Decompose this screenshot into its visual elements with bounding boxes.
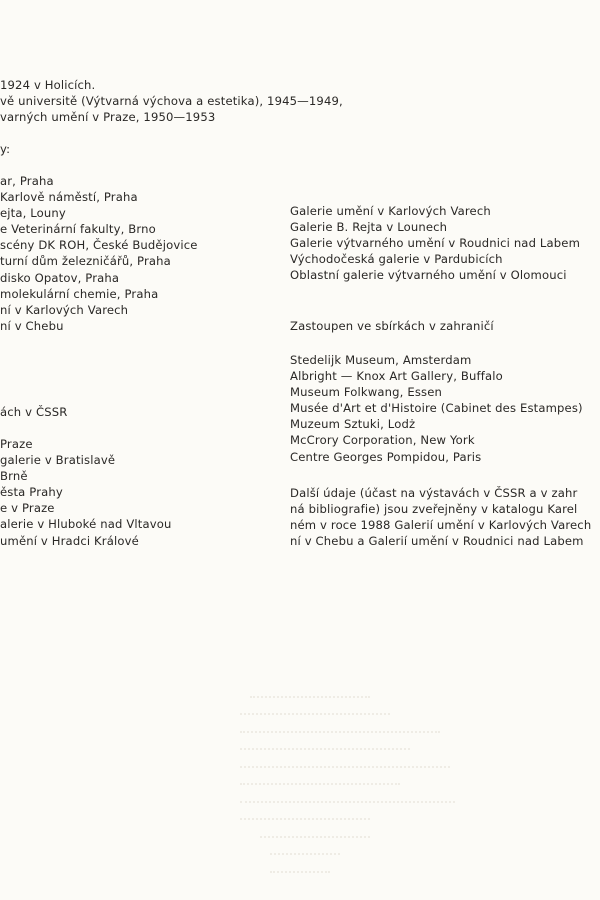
list-item: Praze [0, 437, 33, 451]
list-item: turní dům železničářů, Praha [0, 254, 171, 269]
list-item: Východočeská galerie v Pardubicích [290, 252, 503, 267]
list-item: ní v Karlových Varech [0, 302, 129, 317]
list-item: ní v Chebu [0, 318, 64, 333]
note-paragraph [290, 485, 591, 549]
collections-cssr-list [0, 436, 171, 549]
list-item: Musée d'Art et d'Histoire (Cabinet des Estampes) [290, 401, 583, 416]
list-item: Galerie umění v Karlových Varech [290, 204, 491, 218]
list-item: Museum Folkwang, Essen [290, 385, 442, 400]
bio-line-birth: 1924 v Holicích. [0, 78, 96, 92]
list-item: galerie v Bratislavě [0, 453, 116, 468]
bio-line-university: vě universitě (Výtvarná výchova a estetika), 1945—1949, [0, 94, 343, 108]
bleed-through-texture [240, 680, 480, 873]
list-item: alerie v Hluboké nad Vltavou [0, 517, 172, 532]
list-item: e Veterinární fakulty, Brno [0, 222, 156, 237]
list-item: disko Opatov, Praha [0, 270, 120, 285]
realizations-heading: y: [0, 142, 11, 156]
collections-cssr-continued [290, 203, 580, 283]
list-item: Karlově náměstí, Praha [0, 190, 138, 205]
list-item: molekulární chemie, Praha [0, 286, 159, 301]
list-item: Muzeum Sztuki, Lodż [290, 417, 416, 432]
note-line: ná bibliografie) jsou zveřejněny v katalogu Karel [290, 502, 578, 517]
list-item: ejta, Louny [0, 206, 66, 221]
list-item: Centre Georges Pompidou, Paris [290, 449, 482, 464]
bio-line-academy: varných umění v Praze, 1950—1953 [0, 110, 216, 124]
list-item: ěsta Prahy [0, 485, 63, 500]
list-item: ar, Praha [0, 174, 54, 188]
list-item: Stedelijk Museum, Amsterdam [290, 353, 472, 367]
list-item: scény DK ROH, České Budějovice [0, 238, 198, 253]
collections-abroad-list [290, 352, 583, 465]
list-item: Galerie výtvarného umění v Roudnici nad Labem [290, 236, 581, 251]
list-item: umění v Hradci Králové [0, 533, 139, 548]
note-line: ní v Chebu a Galerií umění v Roudnici nad Labem [290, 534, 584, 549]
list-item: e v Praze [0, 501, 55, 516]
list-item: Oblastní galerie výtvarného umění v Olomouci [290, 268, 567, 283]
list-item: Brně [0, 469, 28, 484]
list-item: Galerie B. Rejta v Lounech [290, 220, 448, 235]
realizations-list [0, 173, 198, 334]
list-item: Albright — Knox Art Gallery, Buffalo [290, 369, 503, 384]
collections-cssr-heading: ách v ČSSR [0, 405, 68, 419]
note-line: ném v roce 1988 Galerií umění v Karlových Varech [290, 518, 592, 533]
collections-abroad-heading: Zastoupen ve sbírkách v zahraničí [290, 319, 494, 333]
note-line: Další údaje (účast na výstavách v ČSSR a v zahr [290, 486, 578, 500]
list-item: McCrory Corporation, New York [290, 433, 475, 448]
